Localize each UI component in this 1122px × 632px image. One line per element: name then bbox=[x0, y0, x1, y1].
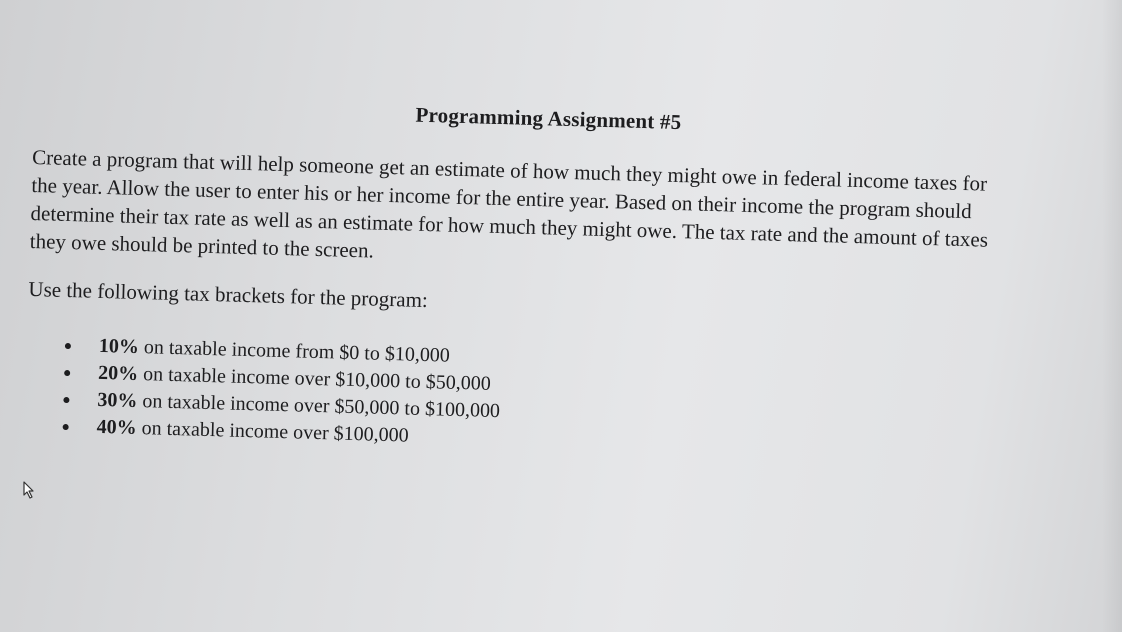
bullet-icon bbox=[63, 397, 69, 403]
bullet-icon bbox=[63, 424, 69, 430]
bullet-icon bbox=[64, 370, 70, 376]
bracket-rate: 20% bbox=[97, 361, 139, 386]
bracket-rate: 40% bbox=[96, 415, 137, 439]
bracket-rate: 30% bbox=[97, 388, 138, 413]
screen-edge-shadow bbox=[1102, 0, 1122, 632]
bracket-rate: 10% bbox=[98, 334, 140, 359]
tax-bracket-list bbox=[24, 331, 1017, 467]
bracket-text: on taxable income over $100,000 bbox=[136, 417, 410, 447]
document-body bbox=[24, 92, 1023, 467]
bracket-text: on taxable income over $50,000 to $100,000 bbox=[137, 390, 501, 423]
bracket-text: on taxable income from $0 to $10,000 bbox=[138, 336, 451, 367]
bullet-icon bbox=[65, 343, 71, 349]
assignment-description: Create a program that will help someone get an estimate of how much they might owe in federal income taxes for the year. Allow the user to enter his or her income for the entire year. Based on their income the program should determine their tax rate as well as an estimate for how much they might owe. The tax rate and the amount of taxes they owe should be printed to the screen. bbox=[29, 144, 989, 263]
mouse-pointer-icon bbox=[20, 480, 38, 500]
brackets-intro: Use the following tax brackets for the program: bbox=[28, 276, 429, 313]
bracket-text: on taxable income over $10,000 to $50,000 bbox=[137, 363, 492, 395]
page-title: Programming Assignment #5 bbox=[415, 102, 682, 135]
